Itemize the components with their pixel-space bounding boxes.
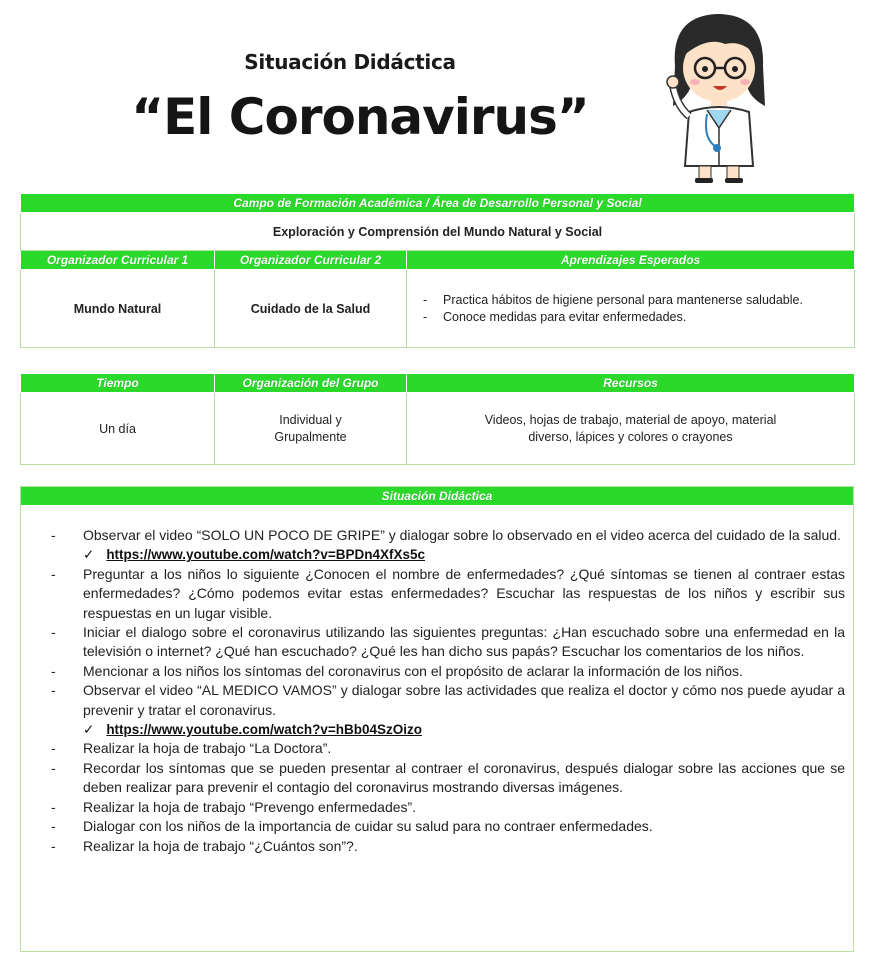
- tiempo-value: Un día: [21, 393, 215, 465]
- check-icon: ✓: [83, 722, 95, 738]
- activities-list: [21, 506, 853, 856]
- organizador-2-header: Organizador Curricular 2: [215, 251, 407, 270]
- activity-item: - Iniciar el dialogo sobre el coronavirus utilizando las siguientes preguntas: ¿Han escuchado sobre una enfermedad en la televisión o internet? ¿Qué han escuchado? ¿Qué les han dicho sus papás? Escuchar los comentarios de los niños.: [49, 623, 845, 662]
- curriculum-table: [20, 193, 855, 348]
- activity-item: - Preguntar a los niños lo siguiente ¿Conocen el nombre de enfermedades? ¿Qué síntomas se tienen al contraer estas enfermedades? ¿Cómo podemos evitar estas enfermedades? Escuchar las respuestas de los niños y escribir sus respuestas en un lugar visible.: [49, 565, 845, 623]
- organizacion-header: Organización del Grupo: [215, 374, 407, 393]
- organization-table: [20, 373, 855, 465]
- activity-item: - Mencionar a los niños los síntomas del coronavirus con el propósito de aclarar la información de los niños.: [49, 662, 845, 681]
- tiempo-header: Tiempo: [21, 374, 215, 393]
- aprendizaje-item: - Practica hábitos de higiene personal para mantenerse saludable.: [423, 292, 842, 309]
- campo-header: Campo de Formación Académica / Área de Desarrollo Personal y Social: [21, 194, 855, 213]
- activity-item: - Realizar la hoja de trabajo “La Doctora”.: [49, 739, 845, 758]
- organizador-1-value: Mundo Natural: [21, 270, 215, 348]
- document-subtitle: Situación Didáctica: [244, 50, 456, 74]
- recursos-header: Recursos: [407, 374, 855, 393]
- situacion-didactica-section: [20, 486, 854, 952]
- video-link-2[interactable]: [49, 720, 845, 739]
- situacion-header: Situación Didáctica: [21, 487, 853, 506]
- activity-item: - Observar el video “AL MEDICO VAMOS” y dialogar sobre las actividades que realiza el doctor y cómo nos puede ayudar a prevenir y tratar el coronavirus.: [49, 681, 845, 720]
- activity-item: - Dialogar con los niños de la importancia de cuidar su salud para no contraer enfermedades.: [49, 817, 845, 836]
- aprendizajes-list: [407, 292, 854, 326]
- video-link-1[interactable]: [49, 545, 845, 564]
- video-link-2-text[interactable]: https://www.youtube.com/watch?v=hBb04SzOizo: [106, 722, 422, 738]
- recursos-value: Videos, hojas de trabajo, material de apoyo, material diverso, lápices y colores o crayones: [407, 393, 855, 465]
- doctor-girl-icon: [655, 6, 785, 184]
- document-title: “El Coronavirus”: [131, 88, 589, 146]
- activity-item: - Realizar la hoja de trabajo “Prevengo enfermedades”.: [49, 798, 845, 817]
- aprendizajes-header: Aprendizajes Esperados: [407, 251, 855, 270]
- organizador-1-header: Organizador Curricular 1: [21, 251, 215, 270]
- check-icon: ✓: [83, 547, 95, 563]
- activity-item: - Observar el video “SOLO UN POCO DE GRIPE” y dialogar sobre lo observado en el video acerca del cuidado de la salud.: [49, 526, 845, 545]
- aprendizajes-cell: [407, 270, 855, 348]
- activity-item: - Recordar los síntomas que se pueden presentar al contraer el coronavirus, después dialogar sobre las acciones que se deben realizar para prevenir el contagio del coronavirus mostrando diversas imágenes.: [49, 759, 845, 798]
- campo-value: Exploración y Comprensión del Mundo Natural y Social: [21, 213, 855, 251]
- video-link-1-text[interactable]: https://www.youtube.com/watch?v=BPDn4XfXs5c: [106, 547, 425, 563]
- activity-item: - Realizar la hoja de trabajo “¿Cuántos son”?.: [49, 837, 845, 856]
- organizacion-value: Individual y Grupalmente: [215, 393, 407, 465]
- organizador-2-value: Cuidado de la Salud: [215, 270, 407, 348]
- aprendizaje-item: - Conoce medidas para evitar enfermedades.: [423, 309, 842, 326]
